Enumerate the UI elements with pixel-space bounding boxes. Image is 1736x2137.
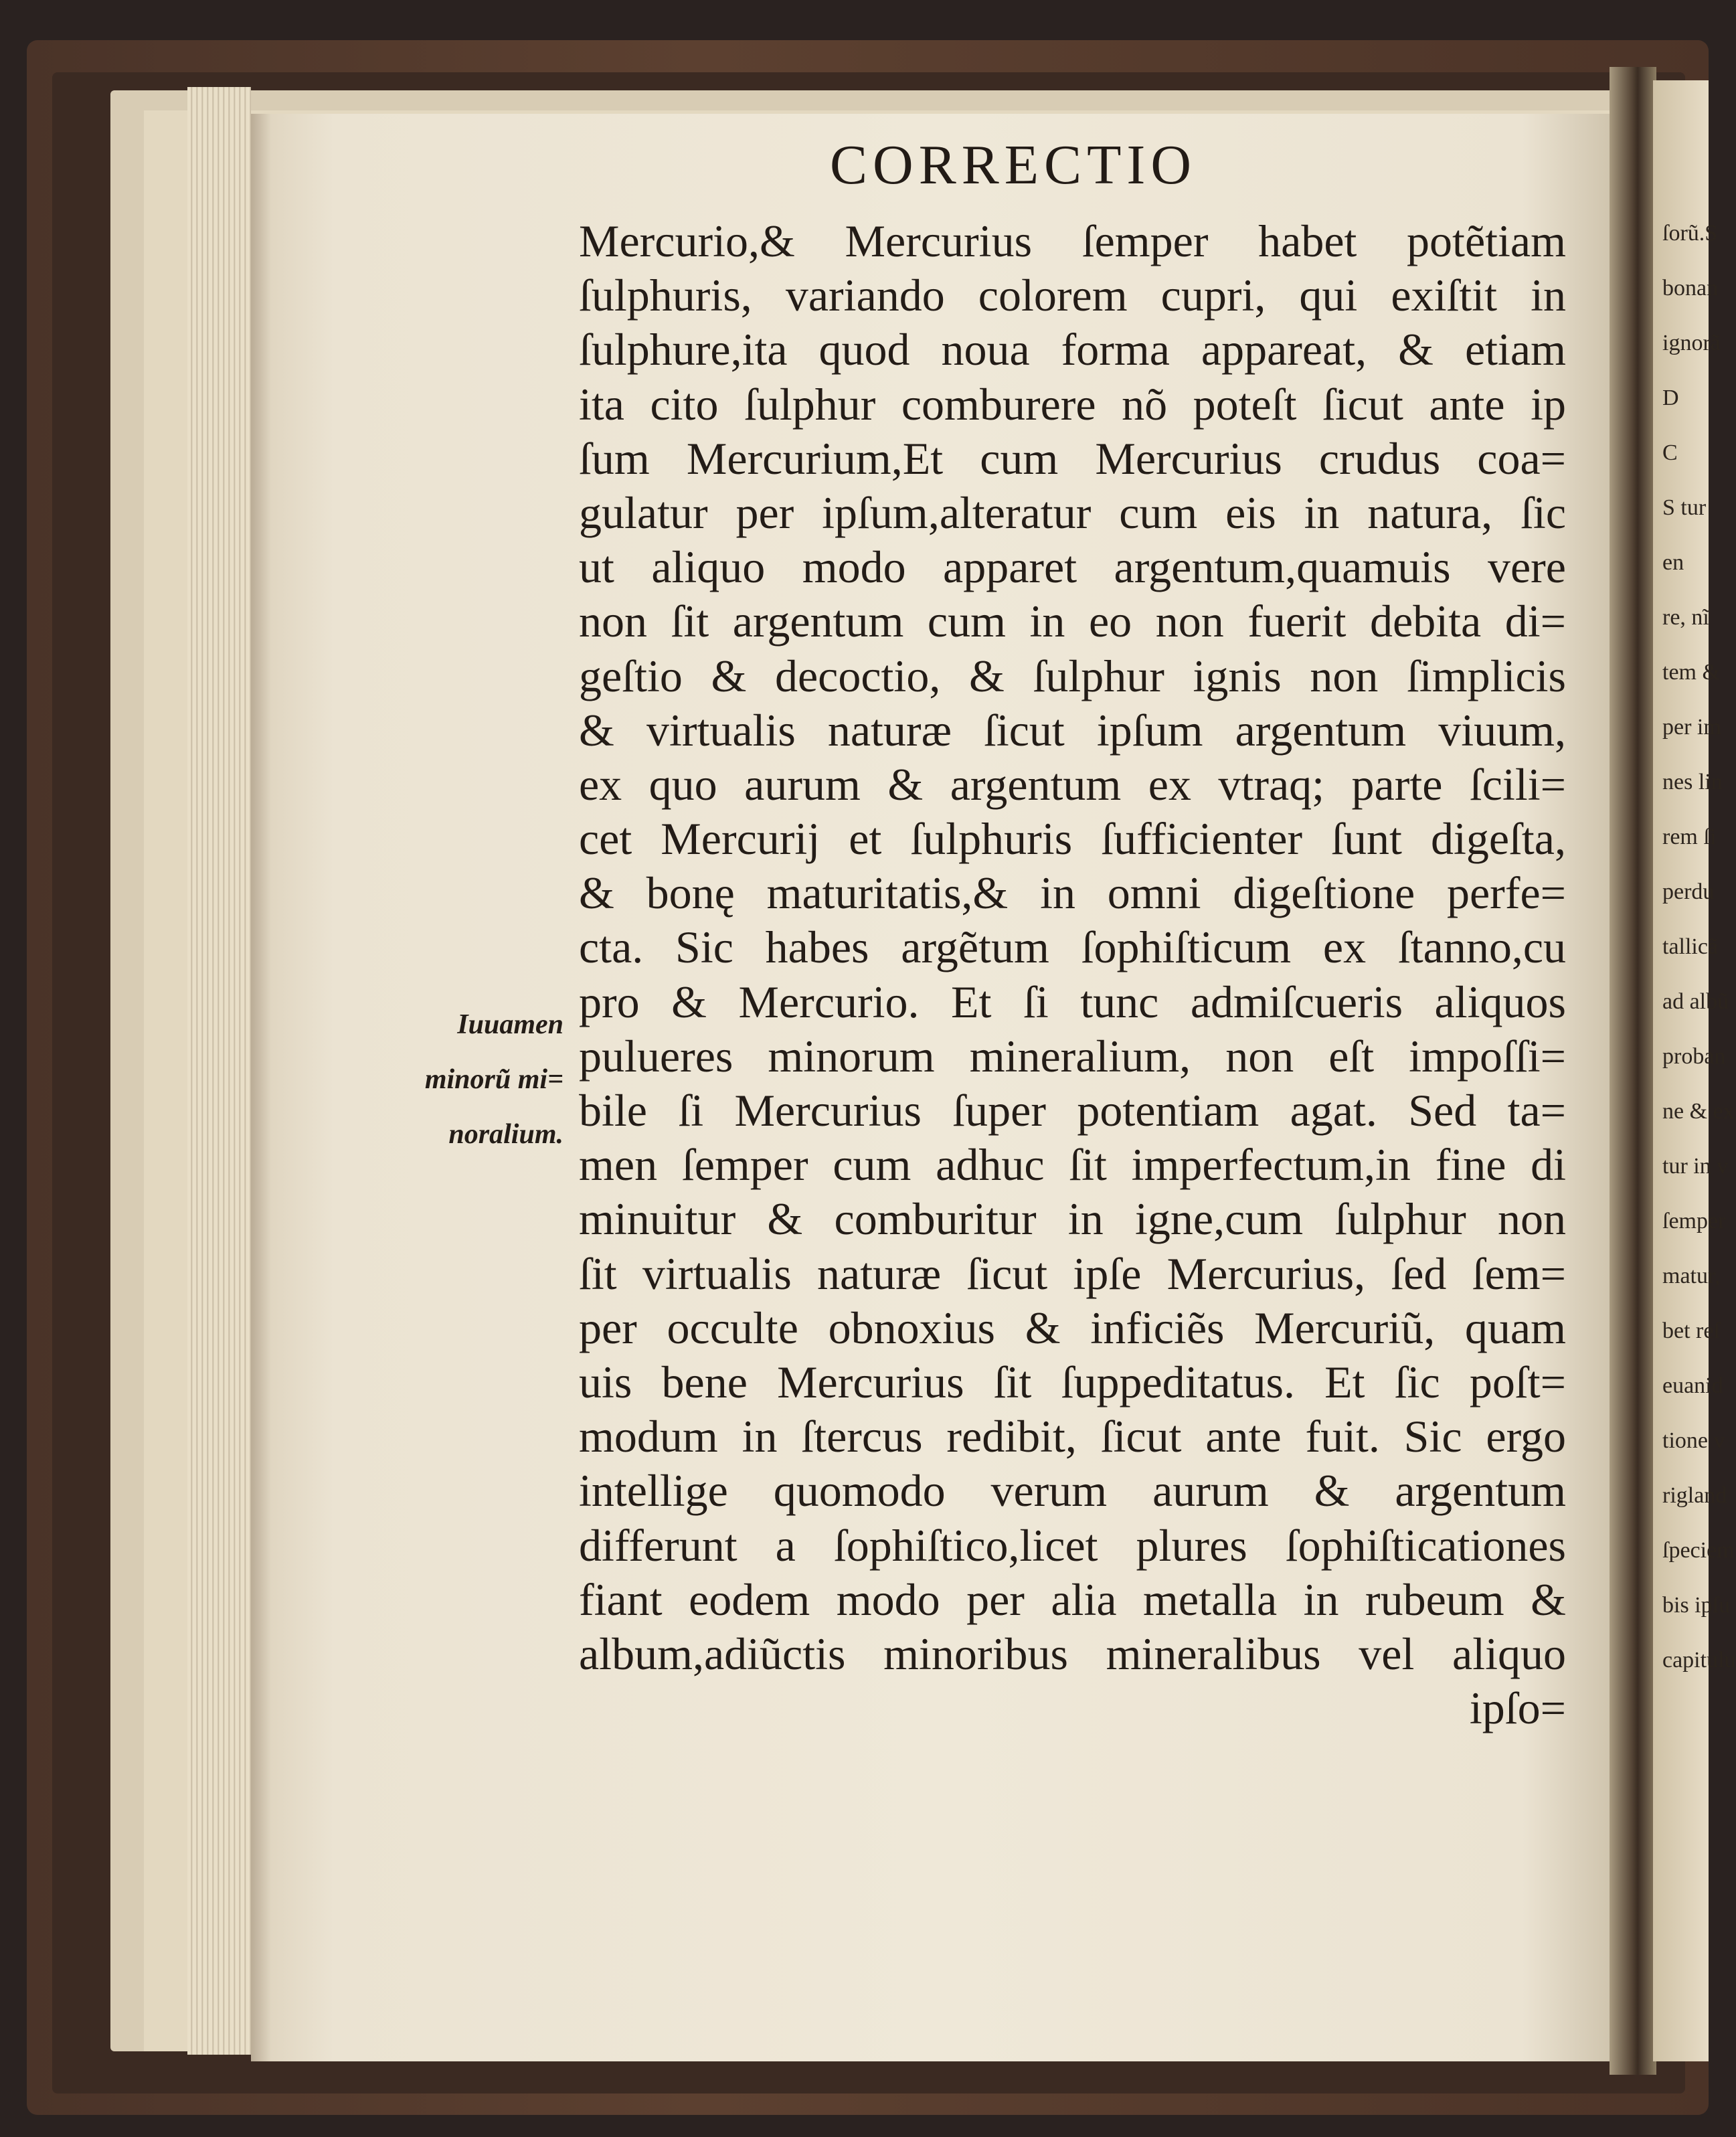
text-line: cta. Sic habes argẽtum ſophiſticum ex ſtanno,cu: [579, 922, 1566, 973]
facing-page-fragment: ſemper: [1662, 1209, 1726, 1233]
text-line: ſum Mercurium,Et cum Mercurius crudus coa=: [579, 432, 1566, 484]
facing-page-fragment: re, nĩ: [1662, 605, 1709, 630]
body-text: [579, 214, 1566, 1735]
text-line: Mercurio,& Mercurius ſemper habet potẽtiam: [579, 216, 1566, 266]
text-line: ſulphuris, variando colorem cupri, qui exiſtit in: [579, 270, 1566, 321]
text-line: ſulphure,ita quod noua forma appareat, & etiam: [579, 324, 1566, 375]
margin-note-line: Iuuamen: [457, 1009, 563, 1040]
facing-page-fragment: capitulu: [1662, 1648, 1736, 1673]
text-line: modum in ſtercus redibit, ſicut ante fuit. Sic ergo: [579, 1411, 1566, 1462]
catchword: ipſo=: [1469, 1683, 1566, 1734]
facing-page: [1653, 80, 1736, 2061]
facing-page-fragment: tem &: [1662, 660, 1720, 685]
text-line: per occulte obnoxius & inficiẽs Mercuriũ, quam: [579, 1302, 1566, 1353]
facing-page-fragment: ad albũ: [1662, 989, 1729, 1014]
text-line: minuitur & comburitur in igne,cum ſulphur non: [579, 1193, 1566, 1245]
text-line: uis bene Mercurius ſit ſuppeditatus. Et ſic poſt=: [579, 1356, 1566, 1407]
facing-page-fragment: proban: [1662, 1044, 1726, 1069]
facing-page-fragment: D: [1662, 386, 1679, 410]
facing-page-fragment: ne & ex: [1662, 1099, 1735, 1124]
margin-note: [410, 997, 563, 1162]
facing-page-fragment: euanid: [1662, 1373, 1723, 1398]
text-line: ex quo aurum & argentum ex vtraq; parte ſcili=: [579, 758, 1566, 810]
running-head: CORRECTIO: [830, 134, 1197, 196]
facing-page-fragment: ſpeciem: [1662, 1538, 1735, 1563]
facing-page-fragment: tur in v: [1662, 1154, 1729, 1179]
facing-page-fragment: perdu: [1662, 879, 1715, 904]
text-line: ita cito ſulphur comburere nõ poteſt ſicut ante ip: [579, 378, 1566, 430]
text-line: album,adiũctis minoribus mineralibus vel aliquo: [579, 1628, 1566, 1679]
text-line: bile ſi Mercurius ſuper potentiam agat. Sed ta=: [579, 1085, 1566, 1136]
facing-page-fragment: rem ſi: [1662, 825, 1717, 849]
text-line: intellige quomodo verum aurum & argentum: [579, 1465, 1566, 1517]
facing-page-fragment: ignorã: [1662, 331, 1721, 355]
text-line: men ſemper cum adhuc ſit imperfectum,in fine di: [579, 1139, 1566, 1191]
facing-page-fragment: en: [1662, 550, 1684, 575]
text-line: & bonę maturitatis,& in omni digeſtione perfe=: [579, 867, 1566, 919]
text-line: & virtualis naturæ ſicut ipſum argentum viuum,: [579, 704, 1566, 756]
facing-page-fragment: bet reſ: [1662, 1318, 1720, 1343]
facing-page-fragment: C: [1662, 440, 1678, 465]
book-gutter: [1610, 67, 1656, 2075]
margin-note-line: minorũ mi=: [424, 1064, 563, 1095]
facing-page-fragment: tione v: [1662, 1428, 1725, 1453]
text-line: geſtio & decoctio, & ſulphur ignis non ſimplicis: [579, 650, 1566, 701]
text-line: cet Mercurij et ſulphuris ſufficienter ſunt digeſta,: [579, 813, 1566, 865]
facing-page-fragment: nes lin: [1662, 770, 1723, 794]
facing-page-fragment: rigland: [1662, 1483, 1727, 1508]
facing-page-fragment: S tur: [1662, 495, 1707, 520]
facing-page-fragment: tallicã: [1662, 934, 1719, 959]
text-line: non ſit argentum cum in eo non fuerit debita di=: [579, 596, 1566, 647]
text-line: gulatur per ipſum,alteratur cum eis in natura, ſic: [579, 487, 1566, 538]
text-line: ſit virtualis naturæ ſicut ipſe Mercurius, ſed ſem=: [579, 1248, 1566, 1299]
facing-page-fragment: bonan: [1662, 276, 1719, 301]
facing-page-fragment: bis ipſu: [1662, 1593, 1731, 1618]
text-line: differunt a ſophiſtico,licet plures ſophiſticationes: [579, 1519, 1566, 1571]
text-line: pulueres minorum mineralium, non eſt impoſſi=: [579, 1030, 1566, 1082]
page-edges: [187, 87, 251, 2055]
facing-page-fragment: ſorũ.S: [1662, 221, 1718, 246]
text-line: fiant eodem modo per alia metalla in rubeum &: [579, 1573, 1566, 1625]
facing-page-fragment: per im: [1662, 715, 1721, 740]
page-shadow: [251, 114, 271, 2061]
margin-note-line: noralium.: [448, 1119, 563, 1150]
text-line: pro & Mercurio. Et ſi tunc admiſcueris aliquos: [579, 976, 1566, 1027]
text-line: ut aliquo modo apparet argentum,quamuis vere: [579, 541, 1566, 593]
facing-page-fragment: matur,: [1662, 1264, 1721, 1288]
